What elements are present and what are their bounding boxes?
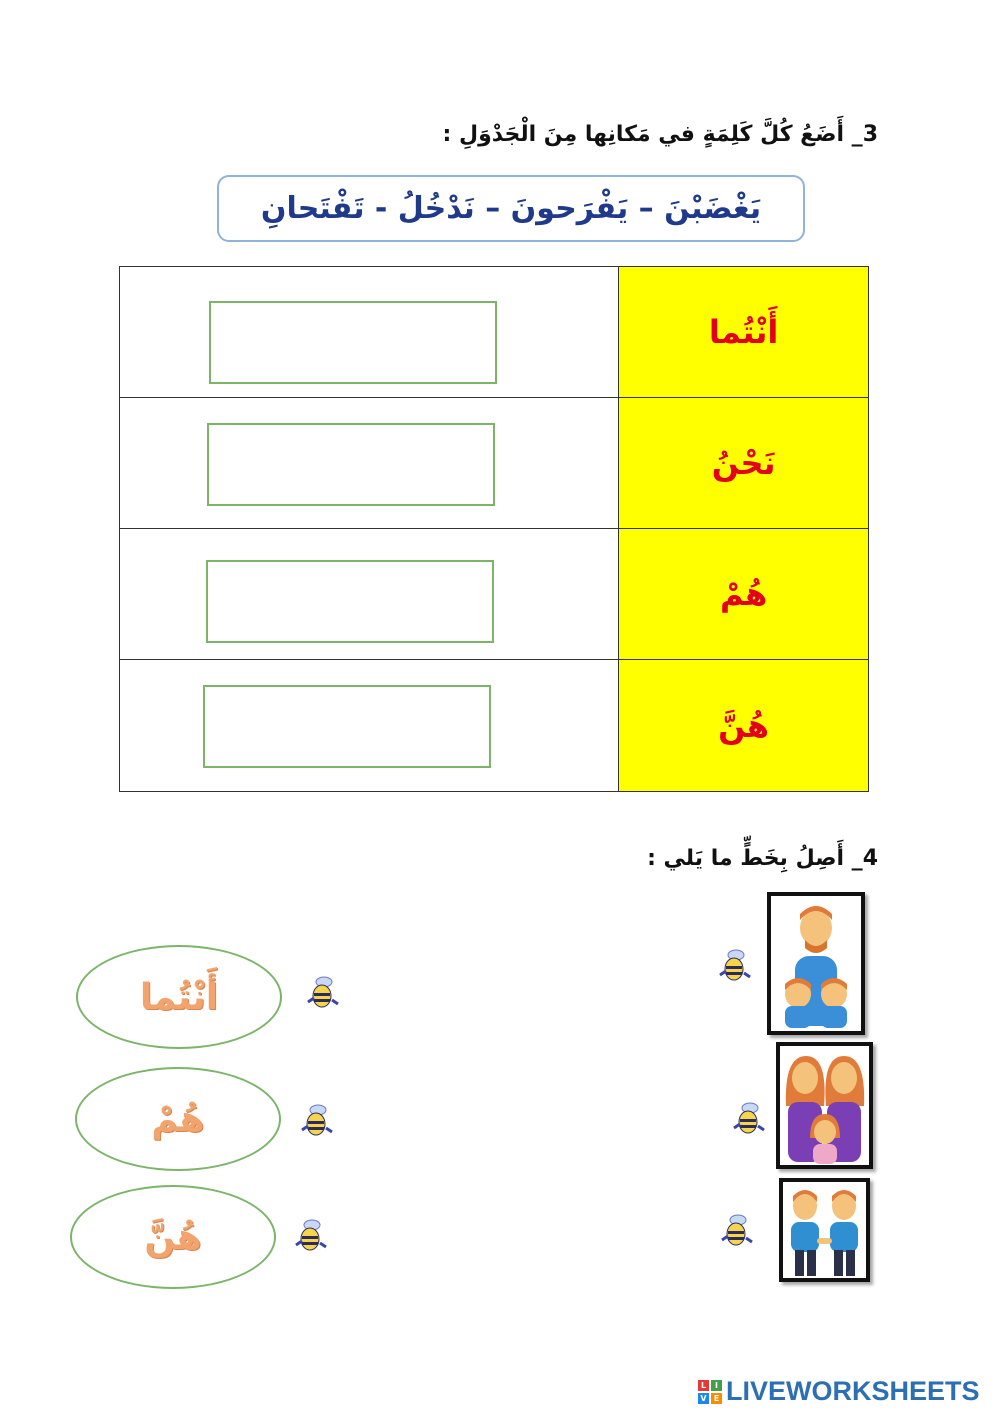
bee-icon[interactable] — [290, 1215, 330, 1255]
pronoun-table — [119, 266, 869, 792]
two-boys-holding-hands-picture — [779, 1178, 870, 1282]
bee-icon[interactable] — [302, 972, 342, 1012]
option-label: أَنْتُما — [139, 976, 219, 1018]
answer-drop-box[interactable] — [206, 560, 494, 643]
bee-icon[interactable] — [728, 1098, 768, 1138]
bee-icon[interactable] — [716, 1210, 756, 1250]
answer-drop-box[interactable] — [203, 685, 491, 768]
pronoun-label: أَنْتُما — [708, 313, 779, 351]
question-4-title: 4_ أَصِلُ بِخَطٍّ ما يَلي : — [647, 846, 878, 871]
man-and-two-boys-icon — [771, 896, 861, 1031]
option-oval[interactable] — [75, 1067, 281, 1171]
question-3-title: 3_ أَضَعُ كُلَّ كَلِمَةٍ في مَكانِها مِنَ الْجَدْوَلِ : — [442, 122, 878, 147]
pronoun-label: نَحْنُ — [711, 444, 776, 482]
option-oval[interactable] — [76, 945, 282, 1049]
two-women-and-girl-icon — [780, 1046, 869, 1165]
pronoun-label: هُنَّ — [718, 706, 770, 745]
option-oval[interactable] — [70, 1185, 276, 1289]
pronoun-cell — [619, 660, 869, 792]
word-bank-text: يَغْضَبْنَ – يَفْرَحونَ – نَدْخُلُ - تَفْتَحانِ — [260, 191, 762, 226]
bee-icon[interactable] — [714, 945, 754, 985]
pronoun-cell — [619, 267, 869, 398]
answer-cell — [120, 660, 619, 792]
pronoun-label: هُمْ — [719, 575, 768, 613]
two-women-and-girl-picture — [776, 1042, 873, 1169]
liveworksheets-brand — [698, 1376, 980, 1407]
answer-cell — [120, 267, 619, 398]
answer-cell — [120, 398, 619, 529]
pronoun-cell — [619, 529, 869, 660]
answer-cell — [120, 529, 619, 660]
answer-drop-box[interactable] — [207, 423, 495, 506]
pronoun-cell — [619, 398, 869, 529]
two-boys-holding-hands-icon — [783, 1182, 866, 1278]
option-label: هُنَّ — [144, 1216, 202, 1258]
option-label: هُمْ — [151, 1098, 205, 1140]
brand-logo-icon: L I V E — [698, 1380, 722, 1404]
bee-icon[interactable] — [296, 1100, 336, 1140]
word-bank — [217, 175, 805, 242]
answer-drop-box[interactable] — [209, 301, 497, 384]
man-and-two-boys-picture — [767, 892, 865, 1035]
brand-name: LIVEWORKSHEETS — [726, 1376, 980, 1406]
